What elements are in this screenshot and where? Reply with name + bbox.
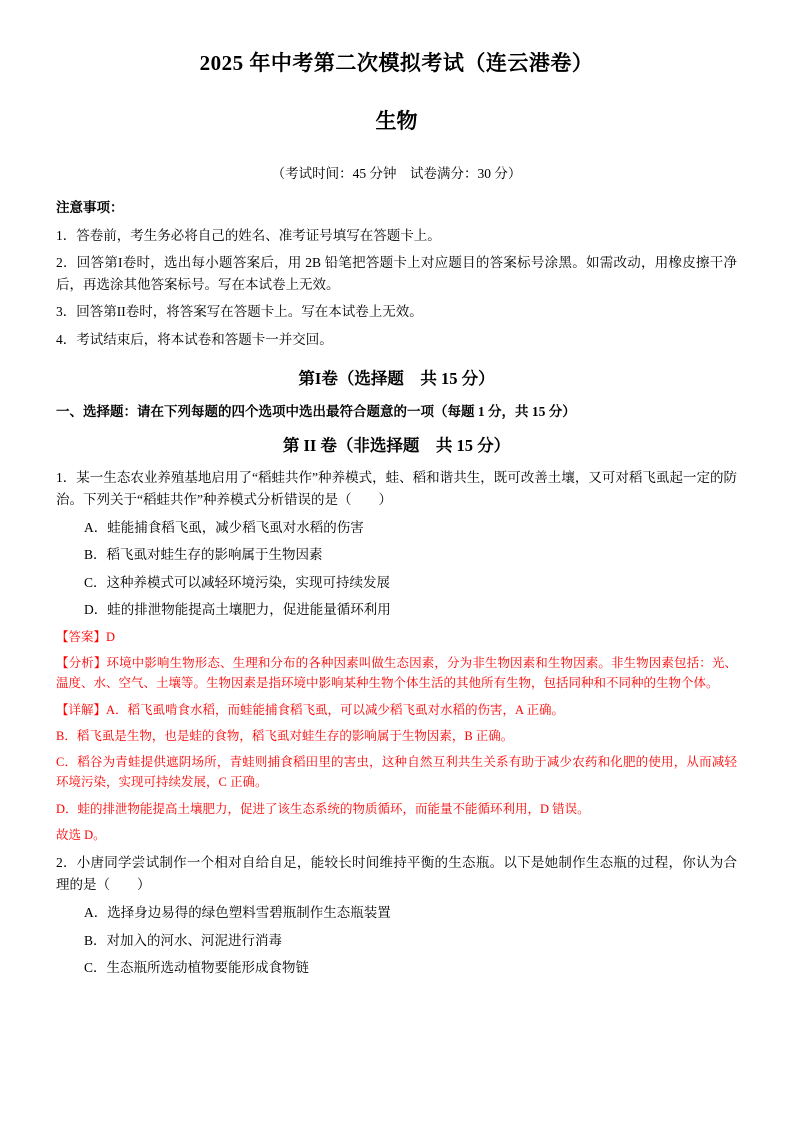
question-option: D．蛙的排泄物能提高土壤肥力，促进能量循环利用 xyxy=(84,602,391,618)
question-stem: 2．小唐同学尝试制作一个相对自给自足，能较长时间维持平衡的生态瓶。以下是她制作生态瓶的过程，你认为合理的是（ ） xyxy=(56,855,737,893)
detail-text: A．稻飞虱啃食水稻，而蛙能捕食稻飞虱，可以减少稻飞虱对水稻的伤害，A 正确。 xyxy=(106,702,565,717)
question-option: B．对加入的河水、河泥进行消毒 xyxy=(84,932,283,948)
question-option: C．生态瓶所选动植物要能形成食物链 xyxy=(84,960,310,976)
answer-label: 【答案】D xyxy=(56,629,116,644)
question-type-heading: 一、选择题：请在下列每题的四个选项中选出最符合题意的一项（每题 1 分，共 15 分） xyxy=(56,403,576,419)
notice-item: 1．答卷前，考生务必将自己的姓名、准考证号填写在答题卡上。 xyxy=(56,227,441,243)
detail-block xyxy=(56,700,737,720)
notice-item: 2．回答第I卷时，选出每小题答案后，用 2B 铅笔把答题卡上对应题目的答案标号涂黑。如需改动，用橡皮擦干净后，再选涂其他答案标号。写在本试卷上无效。 xyxy=(56,254,737,293)
section-one-heading: 第I卷（选择题 共 15 分） xyxy=(298,368,495,388)
question-option: A．选择身边易得的绿色塑料雪碧瓶制作生态瓶装置 xyxy=(84,904,391,920)
notice-heading: 注意事项： xyxy=(56,199,124,215)
detail-text: D．蛙的排泄物能提高土壤肥力，促进了该生态系统的物质循环，而能量不能循环利用，D 错误。 xyxy=(56,801,590,816)
detail-text: B．稻飞虱是生物，也是蛙的食物，稻飞虱对蛙生存的影响属于生物因素，B 正确。 xyxy=(56,728,514,743)
question-option: C．这种养模式可以减轻环境污染，实现可持续发展 xyxy=(84,574,391,590)
question-stem: 1．某一生态农业养殖基地启用了“稻蛙共作”种养模式，蛙、稻和谐共生，既可改善土壤，又可对稻飞虱起一定的防治。下列关于“稻蛙共作”种养模式分析错误的是（ ） xyxy=(56,469,737,507)
page-title: 2025 年中考第二次模拟考试（连云港卷） xyxy=(199,51,594,75)
subject-title: 生物 xyxy=(375,108,418,133)
notice-item: 3．回答第II卷时，将答案写在答题卡上。写在本试卷上无效。 xyxy=(56,304,423,320)
analysis-block xyxy=(56,653,737,694)
analysis-label: 【分析】 xyxy=(56,656,107,671)
question-option: A．蛙能捕食稻飞虱，减少稻飞虱对水稻的伤害 xyxy=(84,519,364,535)
question-option: B．稻飞虱对蛙生存的影响属于生物因素 xyxy=(84,547,323,563)
notice-item: 4．考试结束后，将本试卷和答题卡一并交回。 xyxy=(56,331,333,347)
detail-label: 【详解】 xyxy=(56,702,107,717)
analysis-text: 环境中影响生物形态、生理和分布的各种因素叫做生态因素，分为非生物因素和生物因素。非生物因素包括：光、温度、水、空气、土壤等。生物因素是指环境中影响某种生物个体生活的其他所有生物，包括同种和不同种的生物个体。 xyxy=(56,656,737,691)
section-two-heading: 第 II 卷（非选择题 共 15 分） xyxy=(282,435,511,455)
exam-meta: （考试时间：45 分钟 试卷满分：30 分） xyxy=(271,166,522,181)
detail-text: C．稻谷为青蛙提供遮阴场所，青蛙则捕食稻田里的害虫，这种自然互利共生关系有助于减少农药和化肥的使用，从而减轻环境污染，实现可持续发展，C 正确。 xyxy=(56,755,737,790)
answer-conclusion: 故选 D。 xyxy=(56,827,106,842)
